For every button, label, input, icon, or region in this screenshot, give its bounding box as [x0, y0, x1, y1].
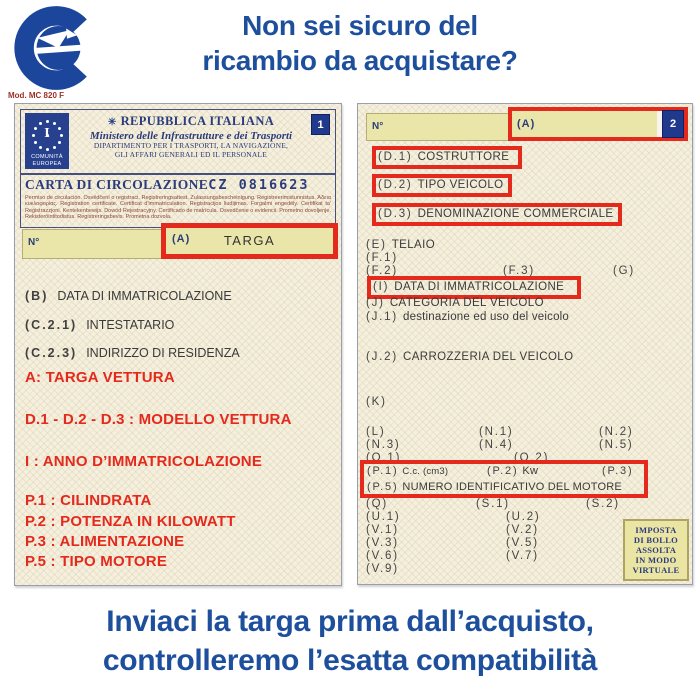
carta-title-row — [21, 174, 335, 194]
annotation-text: I : ANNO D’IMMATRICOLAZIONE — [25, 453, 263, 470]
doc-cell — [366, 311, 569, 323]
tax-stamp-line: ASSOLTA — [635, 545, 677, 555]
tax-stamp-line: IN MODO — [635, 555, 677, 565]
tax-stamp-line: DI BOLLO — [633, 535, 679, 545]
annotation-text: A: TARGA VETTURA — [25, 369, 175, 386]
field-label: Kw — [522, 465, 539, 477]
field-code: (B) — [25, 289, 49, 303]
repubblica-title-text: REPUBBLICA ITALIANA — [120, 114, 275, 128]
engine-data-highlight-box — [360, 460, 648, 498]
eu-flag-box — [25, 113, 69, 169]
doc-cell — [366, 563, 399, 575]
doc-row-highlighted — [366, 179, 692, 193]
field-code: (N.3) — [366, 439, 401, 451]
header-text — [73, 114, 309, 159]
left-field-row — [25, 346, 335, 360]
field-code: (F.3) — [503, 265, 535, 277]
doc-cell — [599, 426, 634, 438]
doc-row-highlighted — [366, 151, 692, 165]
targa-code: (A) — [172, 233, 191, 245]
field-code: (C.2.3) — [25, 346, 78, 360]
targa-highlight-box-2 — [508, 107, 688, 141]
doc-cell — [366, 537, 399, 549]
left-field-row — [25, 289, 335, 303]
page-title-line1: Non sei sicuro del — [242, 10, 478, 41]
targa-field — [166, 228, 333, 254]
doc-cell — [613, 265, 635, 277]
annotation-text: P.1 : CILINDRATA — [25, 492, 152, 509]
field-label: C.c. (cm3) — [402, 466, 449, 477]
field-code: (L) — [366, 426, 386, 438]
doc-row — [366, 239, 692, 253]
annotation-text: P.5 : TIPO MOTORE — [25, 553, 168, 570]
field-code: (V.9) — [366, 563, 399, 575]
field-code: (U.2) — [506, 511, 541, 523]
doc-cell — [586, 498, 620, 510]
field-code: (D.2) — [378, 179, 413, 191]
field-code: (I) — [373, 281, 390, 293]
page-title-line2: ricambio da acquistare? — [202, 45, 518, 76]
doc-cell — [366, 297, 544, 309]
field-label: INTESTATARIO — [86, 318, 175, 332]
doc-cell — [366, 439, 401, 451]
footer-line2: controlleremo l’esatta compatibilità — [102, 644, 598, 677]
tax-stamp-line: IMPOSTA — [635, 525, 677, 535]
targa-code-2: (A) — [517, 118, 536, 130]
field-code: (O.1) — [366, 452, 402, 464]
doc-row — [366, 252, 692, 266]
targa-label: TARGA — [223, 233, 276, 248]
field-label: DENOMINAZIONE COMMERCIALE — [417, 208, 614, 220]
doc-row — [366, 351, 692, 365]
document-page-2 — [357, 103, 693, 585]
number-field — [22, 229, 165, 259]
field-code: (S.2) — [586, 498, 620, 510]
number-field-2-label: N° — [372, 121, 384, 132]
highlight-box — [372, 146, 522, 169]
targa-highlight-box — [161, 223, 338, 259]
doc-row — [366, 439, 692, 453]
field-code: (N.2) — [599, 426, 634, 438]
brand-logo — [12, 4, 100, 92]
highlight-box — [372, 174, 512, 197]
field-code: (N.5) — [599, 439, 634, 451]
engine-data-row — [367, 465, 644, 481]
highlight-box — [367, 276, 581, 299]
doc-cell — [366, 498, 388, 510]
field-code: (V.2) — [506, 524, 539, 536]
targa-field-2 — [512, 111, 684, 137]
doc-cell — [599, 439, 634, 451]
doc-cell — [487, 465, 538, 477]
number-field-2 — [366, 113, 513, 141]
annotation-text: D.1 - D.2 - D.3 : MODELLO VETTURA — [25, 411, 292, 428]
field-code: (V.6) — [366, 550, 399, 562]
field-code: (P.1) — [367, 465, 399, 477]
eu-letter: I — [44, 126, 50, 141]
field-code: (U.1) — [366, 511, 401, 523]
eu-label-line2: EUROPEA — [32, 160, 62, 167]
department-line1: DIPARTIMENTO PER I TRASPORTI, LA NAVIGAZIONE, — [93, 141, 289, 150]
carta-title: CARTA DI CIRCOLAZIONE — [25, 177, 209, 192]
multilingual-text: Permiso de circulación. Osvědčení o registraci. Registreringsattest. Zulassungsbescheinigung. Registreerimistunnistus. Άδεια κυκλοφορίας. Registration certificate. Certificat d'immatriculation. Registracijos liudijimas. Forgalmi engedély. Certifikat ta' Reġistrazzjoni. Kentekenbewijs. Dowód Rejestracyjny. Certificado de matrícula. Osvedčenie o evidencii. Prometno dovoljenje. Rekisteröintitodistus. Registreringsbevis. Prometna dozvola. — [25, 195, 331, 220]
doc-row-highlighted — [366, 281, 692, 295]
doc-cell — [366, 252, 398, 264]
doc-cell — [366, 351, 573, 363]
doc-cell — [366, 239, 435, 251]
doc-cell — [366, 550, 399, 562]
ministry-line: Ministero delle Infrastrutture e dei Trasporti — [89, 130, 293, 142]
carta-serial-number: CZ 0816623 — [208, 177, 310, 193]
tax-stamp-box — [623, 519, 689, 581]
page-number-badge-2: 2 — [662, 110, 684, 138]
field-code: (V.3) — [366, 537, 399, 549]
field-code: (F.2) — [366, 265, 398, 277]
field-code: (D.3) — [378, 208, 413, 220]
field-code: (P.5) — [367, 481, 399, 493]
field-code: (C.2.1) — [25, 318, 78, 332]
eu-label — [25, 154, 69, 167]
brand-logo-icon — [12, 4, 100, 92]
field-code: (V.1) — [366, 524, 399, 536]
number-field-label: N° — [28, 237, 40, 248]
field-label: CATEGORIA DEL VEICOLO — [389, 297, 544, 309]
field-code: (G) — [613, 265, 636, 277]
field-code: (Q) — [366, 498, 389, 510]
annotation-text: P.2 : POTENZA IN KILOWATT — [25, 513, 236, 530]
field-code: (P.2) — [487, 465, 519, 477]
field-label: TIPO VEICOLO — [417, 179, 504, 191]
doc-cell — [506, 550, 539, 562]
doc-row — [366, 426, 692, 440]
field-label: NUMERO IDENTIFICATIVO DEL MOTORE — [402, 481, 622, 493]
doc-cell — [367, 465, 448, 477]
page-number-badge-1: 1 — [311, 114, 330, 135]
doc-row — [366, 311, 692, 325]
field-label: COSTRUTTORE — [417, 151, 510, 163]
field-code: (S.1) — [476, 498, 510, 510]
field-code: (N.1) — [479, 426, 514, 438]
document-header — [20, 109, 336, 175]
page-title — [90, 8, 630, 78]
department-line2: GLI AFFARI GENERALI ED IL PERSONALE — [114, 149, 268, 159]
doc-cell — [366, 511, 401, 523]
doc-row — [366, 396, 692, 410]
field-code: (K) — [366, 396, 387, 408]
document-page-1 — [14, 103, 342, 586]
doc-cell — [506, 524, 539, 536]
field-code: (J.2) — [366, 351, 398, 363]
field-code: (V.5) — [506, 537, 539, 549]
doc-cell — [506, 537, 539, 549]
doc-cell — [367, 481, 622, 493]
field-label: TELAIO — [391, 239, 436, 251]
field-label: CARROZZERIA DEL VEICOLO — [403, 351, 574, 363]
form-model-label: Mod. MC 820 F — [8, 91, 65, 100]
field-code: (P.3) — [602, 465, 634, 477]
doc-cell — [366, 396, 387, 408]
field-label: DATA DI IMMATRICOLAZIONE — [394, 281, 565, 293]
field-code: (O.2) — [514, 452, 550, 464]
doc-row — [366, 297, 692, 311]
doc-cell — [476, 498, 510, 510]
field-code: (D.1) — [378, 151, 413, 163]
doc-row-highlighted — [366, 208, 692, 222]
doc-cell — [479, 426, 514, 438]
field-label: destinazione ed uso del veicolo — [403, 311, 570, 323]
highlight-box — [372, 203, 622, 226]
annotation-text: P.3 : ALIMENTAZIONE — [25, 533, 185, 550]
italy-emblem-icon: ✳ — [107, 117, 117, 128]
eu-label-line1: COMUNITÀ — [31, 154, 63, 160]
tax-stamp-line: VIRTUALE — [632, 565, 680, 575]
doc-cell — [602, 465, 633, 477]
doc-cell — [506, 511, 541, 523]
field-label: DATA DI IMMATRICOLAZIONE — [57, 289, 232, 303]
field-code: (J.1) — [366, 311, 398, 323]
doc-cell — [366, 426, 385, 438]
field-code: (V.7) — [506, 550, 539, 562]
field-code: (E) — [366, 239, 387, 251]
field-code: (J) — [366, 297, 385, 309]
footer-line1: Inviaci la targa prima dall’acquisto, — [106, 605, 594, 638]
carta-section — [20, 173, 336, 228]
repubblica-title — [73, 114, 309, 129]
doc-cell — [366, 524, 399, 536]
engine-data-row — [367, 481, 644, 497]
field-label: INDIRIZZO DI RESIDENZA — [86, 346, 240, 360]
doc-row — [366, 498, 692, 512]
field-code: (N.4) — [479, 439, 514, 451]
left-field-row — [25, 318, 335, 332]
footer-message — [0, 602, 700, 680]
doc-cell — [479, 439, 514, 451]
field-code: (F.1) — [366, 252, 398, 264]
